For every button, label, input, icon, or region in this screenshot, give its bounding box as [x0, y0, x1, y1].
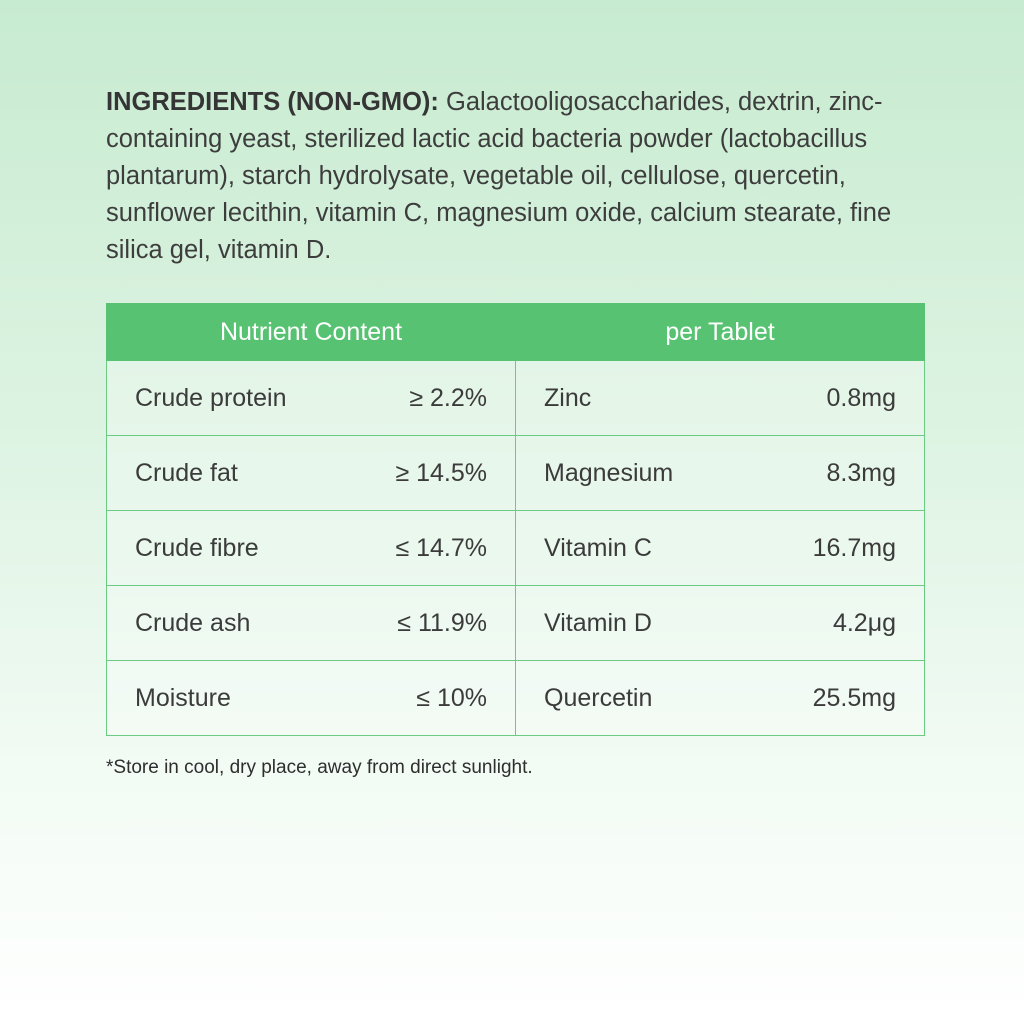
mineral-name: Quercetin: [544, 683, 653, 712]
nutrient-name: Crude fat: [135, 458, 238, 487]
mineral-cell: [516, 511, 925, 586]
mineral-cell: [516, 661, 925, 736]
nutrient-cell: [107, 661, 516, 736]
table-header-row: [107, 304, 925, 361]
header-nutrient-content: Nutrient Content: [107, 304, 516, 361]
mineral-name: Magnesium: [544, 458, 674, 487]
nutrient-value: ≥ 14.5%: [395, 458, 487, 487]
header-per-tablet: per Tablet: [516, 304, 925, 361]
nutrition-table: [106, 303, 925, 736]
mineral-value: 8.3mg: [826, 458, 896, 487]
mineral-name: Zinc: [544, 383, 592, 412]
nutrient-name: Moisture: [135, 683, 231, 712]
mineral-value: 0.8mg: [826, 383, 896, 412]
nutrient-value: ≤ 14.7%: [395, 533, 487, 562]
mineral-cell: [516, 361, 925, 436]
nutrient-name: Crude protein: [135, 383, 287, 412]
mineral-name: Vitamin C: [544, 533, 652, 562]
table-row: [107, 361, 925, 436]
ingredients-paragraph: [106, 84, 936, 269]
storage-footnote: *Store in cool, dry place, away from direct sunlight.: [106, 757, 533, 778]
nutrient-name: Crude fibre: [135, 533, 259, 562]
nutrient-cell: [107, 361, 516, 436]
table-row: [107, 436, 925, 511]
mineral-name: Vitamin D: [544, 608, 652, 637]
nutrient-cell: [107, 586, 516, 661]
nutrient-value: ≤ 10%: [416, 683, 487, 712]
ingredients-text: Galactooligosaccharides, dextrin, zinc-containing yeast, sterilized lactic acid bacteria powder (lactobacillus plantarum), starch hydrolysate, vegetable oil, cellulose, quercetin, sunflower lecithin, vitamin C, magnesium oxide, calcium stearate, fine silica gel, vitamin D.: [106, 88, 892, 264]
nutrient-value: ≥ 2.2%: [409, 383, 487, 412]
table-row: [107, 511, 925, 586]
table-row: [107, 586, 925, 661]
mineral-cell: [516, 436, 925, 511]
mineral-value: 16.7mg: [812, 533, 896, 562]
mineral-cell: [516, 586, 925, 661]
table-row: [107, 661, 925, 736]
mineral-value: 4.2μg: [832, 608, 896, 637]
nutrient-cell: [107, 436, 516, 511]
mineral-value: 25.5mg: [812, 683, 896, 712]
nutrient-cell: [107, 511, 516, 586]
nutrient-name: Crude ash: [135, 608, 251, 637]
ingredients-label: INGREDIENTS (NON-GMO):: [106, 88, 439, 116]
nutrient-value: ≤ 11.9%: [397, 608, 487, 637]
